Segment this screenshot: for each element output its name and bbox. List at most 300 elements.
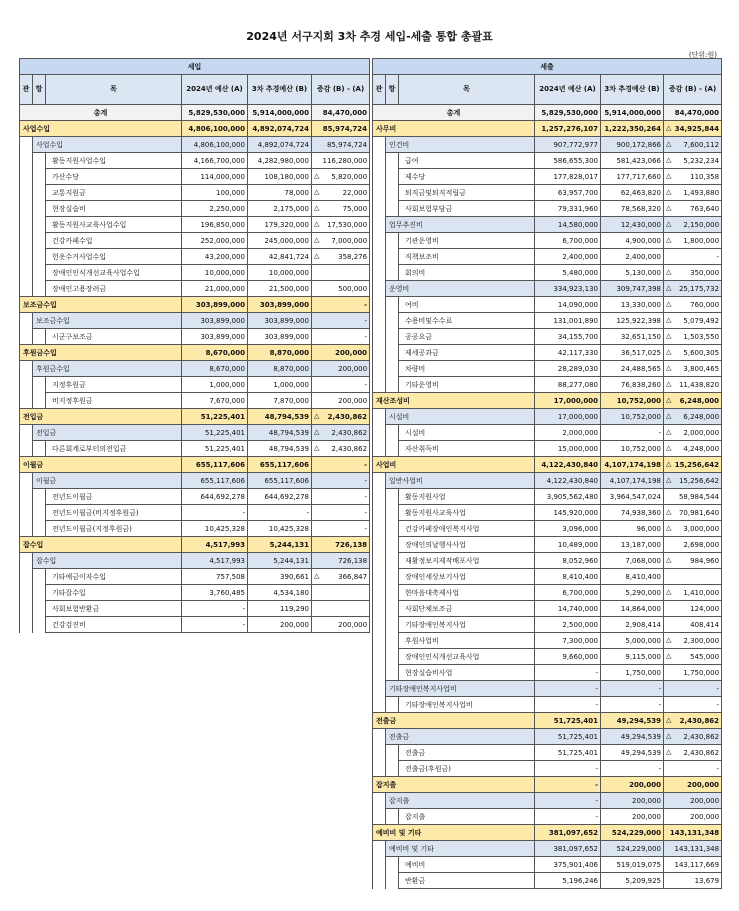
indent-cell	[386, 265, 399, 281]
row-label: 잡지출	[399, 809, 535, 825]
revised-value: 76,838,260	[601, 377, 664, 393]
revised-value: 10,752,000	[601, 393, 664, 409]
indent-cell	[386, 153, 399, 169]
table-row	[20, 617, 370, 633]
revised-value: 8,870,000	[248, 345, 312, 361]
revised-value: 49,294,539	[601, 729, 664, 745]
indent-cell	[20, 329, 33, 345]
diff-value	[312, 489, 370, 505]
row-label: 장애인세상보기사업	[399, 569, 535, 585]
row-label: 후원금수입	[20, 345, 182, 361]
budget-value: 10,425,328	[182, 521, 248, 537]
revised-value: 303,899,000	[248, 297, 312, 313]
diff-amount: 116,280,000	[322, 156, 368, 165]
indent-cell	[386, 665, 399, 681]
indent-cell	[20, 265, 33, 281]
revised-value: 519,019,075	[601, 857, 664, 873]
revised-value: 13,187,000	[601, 537, 664, 553]
diff-value	[312, 329, 370, 345]
diff-amount: 7,000,000	[331, 236, 368, 245]
indent-cell	[20, 393, 33, 409]
revised-value: 5,914,000,000	[248, 105, 312, 121]
diff-amount: 6,248,000	[679, 396, 720, 405]
indent-cell	[386, 169, 399, 185]
indent-cell	[386, 297, 399, 313]
budget-value: 17,000,000	[535, 409, 601, 425]
indent-cell	[20, 217, 33, 233]
table-row	[20, 217, 370, 233]
diff-amount: 2,430,862	[331, 444, 368, 453]
row-label: 후원금수입	[33, 361, 182, 377]
indent-cell	[20, 281, 33, 297]
diff-value	[664, 121, 722, 137]
diff-amount: 124,000	[690, 604, 720, 613]
revised-value: 10,425,328	[248, 521, 312, 537]
table-row	[20, 345, 370, 361]
diff-value	[664, 361, 722, 377]
budget-value: 303,899,000	[182, 329, 248, 345]
table-row	[373, 681, 722, 697]
budget-value: 2,400,000	[535, 249, 601, 265]
table-row	[20, 505, 370, 521]
diff-amount: 2,300,000	[683, 636, 720, 645]
diff-value	[312, 409, 370, 425]
table-row	[373, 617, 722, 633]
diff-value	[664, 553, 722, 569]
table-row	[373, 649, 722, 665]
budget-value: 8,052,960	[535, 553, 601, 569]
indent-cell	[20, 201, 33, 217]
diff-amount: 200,000	[690, 796, 720, 805]
indent-cell	[373, 697, 386, 713]
diff-amount: 7,600,112	[683, 140, 720, 149]
row-label: 일반사업비	[386, 473, 535, 489]
table-row	[20, 153, 370, 169]
diff-amount: -	[364, 508, 368, 517]
revised-value: 32,651,150	[601, 329, 664, 345]
diff-value	[664, 601, 722, 617]
diff-value	[664, 169, 722, 185]
revised-value: 245,000,000	[248, 233, 312, 249]
revised-value: 5,914,000,000	[601, 105, 664, 121]
budget-value: 381,097,652	[535, 825, 601, 841]
decrease-triangle-icon: △	[666, 332, 672, 340]
row-label: 활동지원사업	[399, 489, 535, 505]
budget-value: 4,806,100,000	[182, 137, 248, 153]
table-row	[373, 201, 722, 217]
revised-value: 644,692,278	[248, 489, 312, 505]
budget-value: 8,670,000	[182, 361, 248, 377]
revised-value: -	[601, 681, 664, 697]
table-row	[373, 553, 722, 569]
diff-amount: 22,000	[342, 188, 368, 197]
diff-value	[664, 697, 722, 713]
row-label: 잡수입	[33, 553, 182, 569]
indent-cell	[373, 537, 386, 553]
table-row	[373, 825, 722, 841]
row-label: 반환금	[399, 873, 535, 889]
revised-value: 48,794,539	[248, 441, 312, 457]
table-row	[20, 281, 370, 297]
diff-amount: 760,000	[690, 300, 720, 309]
budget-value: 114,000,000	[182, 169, 248, 185]
revised-value: 200,000	[601, 809, 664, 825]
indent-cell	[373, 441, 386, 457]
indent-cell	[386, 329, 399, 345]
revised-value: 4,107,174,198	[601, 473, 664, 489]
indent-cell	[373, 505, 386, 521]
diff-value	[664, 345, 722, 361]
revised-value: -	[601, 761, 664, 777]
row-label: 급여	[399, 153, 535, 169]
row-label: 회의비	[399, 265, 535, 281]
indent-cell	[373, 153, 386, 169]
diff-value	[312, 217, 370, 233]
budget-value: 88,277,080	[535, 377, 601, 393]
indent-cell	[386, 233, 399, 249]
revised-value: 4,900,000	[601, 233, 664, 249]
diff-value	[664, 505, 722, 521]
table-row	[373, 233, 722, 249]
row-label: 사회보험부담금	[399, 201, 535, 217]
revised-value: 303,899,000	[248, 329, 312, 345]
table-row	[373, 441, 722, 457]
table-row	[373, 745, 722, 761]
indent-cell	[33, 265, 46, 281]
revised-value: 5,209,925	[601, 873, 664, 889]
decrease-triangle-icon: △	[314, 220, 320, 228]
col-hang: 항	[386, 75, 399, 105]
decrease-triangle-icon: △	[666, 236, 672, 244]
revised-value: 309,747,398	[601, 281, 664, 297]
indent-cell	[33, 377, 46, 393]
revised-value: 1,000,000	[248, 377, 312, 393]
revised-value: 36,517,025	[601, 345, 664, 361]
indent-cell	[386, 185, 399, 201]
budget-value: -	[535, 665, 601, 681]
diff-value	[312, 521, 370, 537]
decrease-triangle-icon: △	[666, 204, 672, 212]
indent-cell	[20, 617, 33, 633]
diff-value	[312, 201, 370, 217]
table-row	[20, 297, 370, 313]
row-label: 현장실습비	[46, 201, 182, 217]
diff-amount: -	[716, 764, 720, 773]
budget-value: 3,760,485	[182, 585, 248, 601]
budget-value: 145,920,000	[535, 505, 601, 521]
table-row	[373, 281, 722, 297]
indent-cell	[33, 569, 46, 585]
table-row	[20, 409, 370, 425]
indent-cell	[20, 249, 33, 265]
indent-cell	[373, 729, 386, 745]
diff-value	[312, 137, 370, 153]
revised-value: 177,717,660	[601, 169, 664, 185]
decrease-triangle-icon: △	[666, 460, 672, 468]
decrease-triangle-icon: △	[666, 172, 672, 180]
budget-value: 51,225,401	[182, 425, 248, 441]
col-budget: 2024년 예산 (A)	[182, 75, 248, 105]
table-row	[20, 441, 370, 457]
diff-amount: 1,800,000	[683, 236, 720, 245]
row-label: 전출금	[399, 745, 535, 761]
decrease-triangle-icon: △	[314, 444, 320, 452]
decrease-triangle-icon: △	[666, 476, 672, 484]
diff-value	[312, 345, 370, 361]
diff-value	[312, 249, 370, 265]
revised-value: 48,794,539	[248, 425, 312, 441]
table-row	[373, 457, 722, 473]
indent-cell	[373, 233, 386, 249]
revenue-table	[19, 58, 370, 633]
budget-value: 4,517,993	[182, 553, 248, 569]
indent-cell	[386, 697, 399, 713]
row-label: 장애인인식개선교육사업	[399, 649, 535, 665]
row-label: 장애인의날행사사업	[399, 537, 535, 553]
indent-cell	[386, 633, 399, 649]
budget-value: 79,331,960	[535, 201, 601, 217]
diff-amount: 984,960	[690, 556, 720, 565]
diff-amount: 200,000	[687, 780, 720, 789]
indent-cell	[33, 233, 46, 249]
budget-value: 8,670,000	[182, 345, 248, 361]
row-label: 전년도이월금	[46, 489, 182, 505]
table-row	[373, 377, 722, 393]
revised-value: 655,117,606	[248, 457, 312, 473]
table-row	[373, 873, 722, 889]
decrease-triangle-icon: △	[666, 300, 672, 308]
diff-amount: -	[364, 332, 368, 341]
table-row	[373, 345, 722, 361]
indent-cell	[33, 201, 46, 217]
budget-value: 4,166,700,000	[182, 153, 248, 169]
diff-value	[664, 457, 722, 473]
diff-value	[312, 569, 370, 585]
table-row	[373, 329, 722, 345]
revised-value: 2,175,000	[248, 201, 312, 217]
diff-value	[664, 809, 722, 825]
revised-value: 119,290	[248, 601, 312, 617]
table-row	[373, 185, 722, 201]
diff-amount: -	[364, 316, 368, 325]
decrease-triangle-icon: △	[666, 508, 672, 516]
diff-value	[312, 105, 370, 121]
diff-amount: 2,430,862	[679, 716, 720, 725]
indent-cell	[373, 185, 386, 201]
row-label: 이월금	[33, 473, 182, 489]
table-row	[373, 217, 722, 233]
table-row	[373, 137, 722, 153]
table-row	[20, 121, 370, 137]
row-label: 장애인고용장려금	[46, 281, 182, 297]
decrease-triangle-icon: △	[314, 204, 320, 212]
decrease-triangle-icon: △	[666, 316, 672, 324]
budget-value: 10,489,000	[535, 537, 601, 553]
row-label: 차량비	[399, 361, 535, 377]
budget-value: 9,660,000	[535, 649, 601, 665]
diff-value	[664, 585, 722, 601]
decrease-triangle-icon: △	[666, 348, 672, 356]
indent-cell	[20, 585, 33, 601]
revised-value: 4,282,980,000	[248, 153, 312, 169]
table-row	[373, 521, 722, 537]
diff-value	[664, 441, 722, 457]
budget-value: 34,155,700	[535, 329, 601, 345]
budget-value: -	[535, 809, 601, 825]
indent-cell	[20, 137, 33, 153]
budget-value: 7,300,000	[535, 633, 601, 649]
row-label: 예비비 및 기타	[386, 841, 535, 857]
budget-value: -	[535, 793, 601, 809]
diff-amount: -	[716, 684, 720, 693]
row-label: 제수당	[399, 169, 535, 185]
indent-cell	[386, 521, 399, 537]
row-label: 사회보험반환금	[46, 601, 182, 617]
table-row	[20, 489, 370, 505]
indent-cell	[373, 489, 386, 505]
revised-value: 49,294,539	[601, 745, 664, 761]
budget-value: 42,117,330	[535, 345, 601, 361]
diff-value	[312, 393, 370, 409]
budget-value: 5,829,530,000	[182, 105, 248, 121]
diff-amount: 5,820,000	[331, 172, 368, 181]
indent-cell	[33, 393, 46, 409]
budget-value: 6,700,000	[535, 585, 601, 601]
diff-value	[312, 121, 370, 137]
revised-value: 200,000	[248, 617, 312, 633]
budget-value: -	[182, 617, 248, 633]
budget-value: 100,000	[182, 185, 248, 201]
decrease-triangle-icon: △	[666, 444, 672, 452]
table-row	[20, 313, 370, 329]
budget-value: -	[182, 505, 248, 521]
diff-value	[312, 281, 370, 297]
indent-cell	[386, 425, 399, 441]
row-label: 전출금	[373, 713, 535, 729]
diff-amount: 84,470,000	[674, 108, 720, 117]
col-mok: 목	[399, 75, 535, 105]
indent-cell	[373, 841, 386, 857]
diff-amount: 3,000,000	[683, 524, 720, 533]
diff-value	[312, 457, 370, 473]
row-label: 기타잡수입	[46, 585, 182, 601]
revised-value: 1,222,350,264	[601, 121, 664, 137]
decrease-triangle-icon: △	[314, 572, 320, 580]
row-label: 건강검진비	[46, 617, 182, 633]
budget-value: 5,196,246	[535, 873, 601, 889]
budget-value: 757,508	[182, 569, 248, 585]
revised-value: 900,172,866	[601, 137, 664, 153]
diff-value	[664, 761, 722, 777]
col-revised: 3차 추경예산 (B)	[248, 75, 312, 105]
table-row	[373, 665, 722, 681]
diff-amount: 500,000	[338, 284, 368, 293]
diff-value	[312, 617, 370, 633]
col-hang: 항	[33, 75, 46, 105]
revised-value: 2,908,414	[601, 617, 664, 633]
budget-value: 131,001,890	[535, 313, 601, 329]
indent-cell	[386, 585, 399, 601]
budget-value: 3,905,562,480	[535, 489, 601, 505]
revised-value: -	[601, 697, 664, 713]
diff-value	[312, 585, 370, 601]
row-label: 제세공과금	[399, 345, 535, 361]
budget-value: 8,410,400	[535, 569, 601, 585]
diff-value	[664, 489, 722, 505]
revised-value: 12,430,000	[601, 217, 664, 233]
row-label: 가산수당	[46, 169, 182, 185]
budget-value: 1,257,276,107	[535, 121, 601, 137]
row-label: 잡지출	[373, 777, 535, 793]
budget-value: -	[535, 761, 601, 777]
revised-value: 125,922,398	[601, 313, 664, 329]
diff-amount: 15,256,642	[674, 460, 720, 469]
diff-value	[664, 873, 722, 889]
row-label: 시군구보조금	[46, 329, 182, 345]
revised-value: -	[601, 425, 664, 441]
diff-amount: 25,175,732	[678, 284, 720, 293]
diff-value	[664, 153, 722, 169]
table-row	[373, 425, 722, 441]
expenditure-table	[372, 58, 722, 889]
diff-amount: 200,000	[338, 364, 368, 373]
diff-amount: 2,430,862	[683, 748, 720, 757]
row-label: 한마음대축제사업	[399, 585, 535, 601]
table-row	[20, 553, 370, 569]
diff-value	[664, 665, 722, 681]
decrease-triangle-icon: △	[666, 636, 672, 644]
indent-cell	[373, 201, 386, 217]
indent-cell	[373, 793, 386, 809]
indent-cell	[386, 601, 399, 617]
budget-value: 28,289,030	[535, 361, 601, 377]
table-row	[20, 329, 370, 345]
indent-cell	[373, 601, 386, 617]
budget-value: -	[535, 681, 601, 697]
budget-value: 4,517,993	[182, 537, 248, 553]
diff-value	[312, 601, 370, 617]
row-label: 건강카페장애인복지사업	[399, 521, 535, 537]
indent-cell	[20, 153, 33, 169]
revised-value: 1,750,000	[601, 665, 664, 681]
diff-amount: -	[716, 252, 720, 261]
indent-cell	[33, 185, 46, 201]
diff-amount: 1,503,550	[683, 332, 720, 341]
diff-value	[664, 649, 722, 665]
col-gwan: 관	[20, 75, 33, 105]
indent-cell	[20, 473, 33, 489]
revised-value: 3,964,547,024	[601, 489, 664, 505]
diff-amount: 200,000	[690, 812, 720, 821]
diff-value	[312, 473, 370, 489]
diff-amount: 85,974,724	[322, 124, 368, 133]
table-row	[373, 505, 722, 521]
table-row	[373, 809, 722, 825]
diff-value	[312, 233, 370, 249]
budget-value: 7,670,000	[182, 393, 248, 409]
budget-value: 4,122,430,840	[535, 473, 601, 489]
diff-amount: 34,925,844	[674, 124, 720, 133]
diff-value	[312, 377, 370, 393]
indent-cell	[373, 665, 386, 681]
indent-cell	[33, 521, 46, 537]
table-row	[20, 569, 370, 585]
revised-value: 10,752,000	[601, 409, 664, 425]
row-label: 건강카페수입	[46, 233, 182, 249]
revised-value: 4,892,074,724	[248, 137, 312, 153]
decrease-triangle-icon: △	[666, 732, 672, 740]
budget-value: 177,828,017	[535, 169, 601, 185]
